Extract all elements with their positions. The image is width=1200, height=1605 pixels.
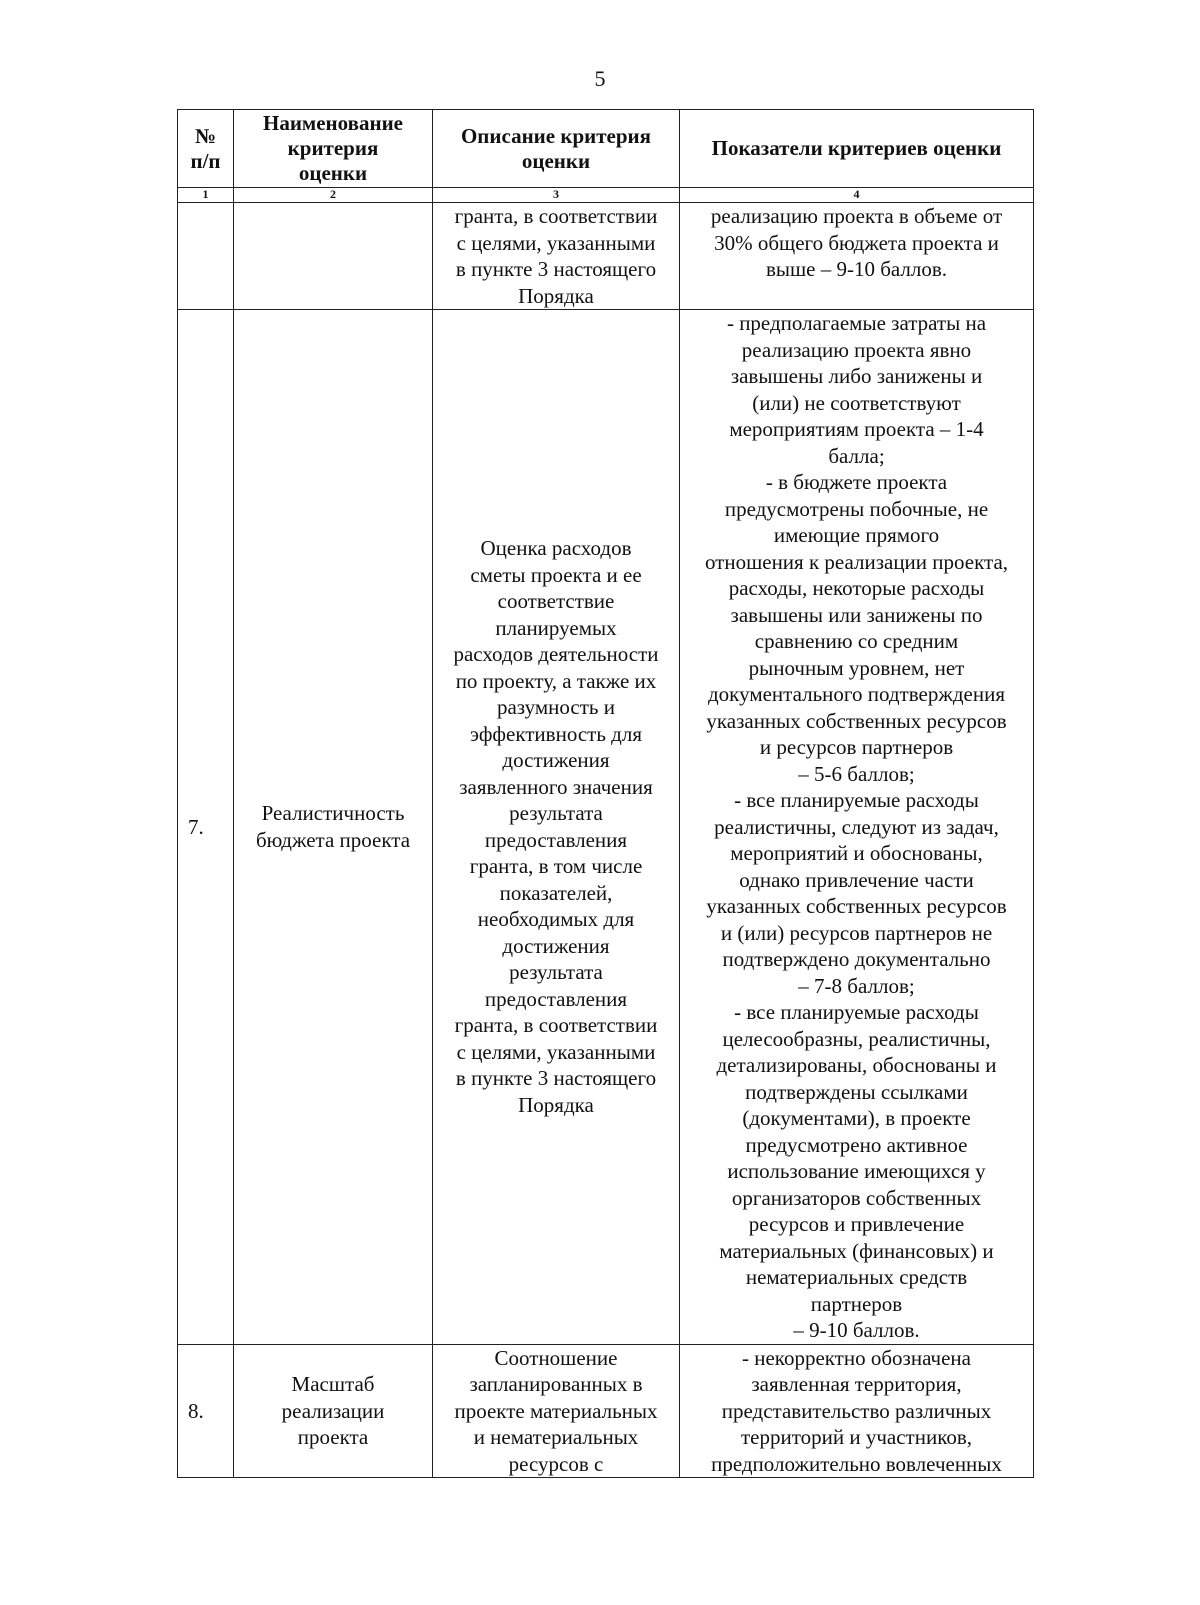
- criteria-table: [177, 109, 1034, 1478]
- text-line: результата: [509, 801, 603, 826]
- text-line: результата: [509, 960, 603, 985]
- text-line: ресурсов и привлечение: [748, 1212, 965, 1236]
- text-line: соответствие: [497, 589, 615, 614]
- row-number: [178, 203, 234, 310]
- text-line: материальных (финансовых) и: [719, 1238, 994, 1263]
- text-line: - некорректно обозначена: [742, 1345, 971, 1370]
- text-line: – 9-10 баллов.: [793, 1318, 920, 1342]
- header-number: № п/п: [178, 110, 234, 188]
- text-line: отношения к реализации проекта,: [704, 549, 1009, 574]
- text-line: мероприятиям проекта – 1-4: [729, 417, 984, 441]
- text-line: целесообразны, реалистичны,: [722, 1026, 991, 1051]
- text-line: Реалистичность: [261, 801, 405, 826]
- text-line: разумность и: [496, 695, 615, 720]
- text-line: выше – 9-10 баллов.: [765, 257, 948, 281]
- text-line: гранта, в соответствии: [454, 1013, 658, 1038]
- criterion-name: [234, 1344, 433, 1478]
- text-line: расходы, некоторые расходы: [728, 576, 985, 600]
- page-number: 5: [594, 66, 606, 91]
- text-line: предположительно вовлеченных: [711, 1451, 1002, 1476]
- text-line: заявленная территория,: [751, 1372, 962, 1396]
- text-line: реализацию проекта явно: [741, 337, 972, 362]
- text-line: ресурсов с: [508, 1451, 604, 1476]
- text-line: документального подтверждения: [708, 682, 1005, 706]
- column-index: 4: [680, 188, 1034, 203]
- column-index-row: [178, 188, 1034, 203]
- criterion-name: [234, 203, 433, 310]
- text-line: гранта, в том числе: [469, 854, 643, 879]
- column-index: 3: [433, 188, 680, 203]
- text-line: достижения: [502, 933, 610, 958]
- text-line: Оценка расходов: [480, 536, 632, 561]
- text-line: указанных собственных ресурсов: [706, 894, 1007, 918]
- criterion-name: [234, 310, 433, 1345]
- text-line: 30% общего бюджета проекта и: [714, 230, 999, 255]
- criterion-description: [433, 310, 680, 1345]
- column-index: 1: [178, 188, 234, 203]
- text-line: (документами), в проекте: [742, 1106, 971, 1130]
- text-line: - все планируемые расходы: [734, 788, 979, 812]
- text-line: балла;: [828, 443, 885, 468]
- text-line: – 5-6 баллов;: [798, 761, 915, 786]
- table-row: [178, 1344, 1034, 1478]
- header-criterion-description: Описание критерия оценки: [433, 110, 680, 188]
- table-row: [178, 203, 1034, 310]
- text-line: в пункте 3 настоящего: [455, 1066, 657, 1091]
- table-row: [178, 310, 1034, 1345]
- text-line: с целями, указанными: [456, 230, 656, 255]
- text-line: предоставления: [484, 827, 628, 852]
- text-line: реализацию проекта в объеме от: [710, 204, 1003, 228]
- text-line: предусмотрены побочные, не: [724, 496, 989, 521]
- row-number: 8.: [178, 1344, 234, 1478]
- text-line: нематериальных средств: [745, 1265, 968, 1289]
- text-line: предоставления: [484, 986, 628, 1011]
- text-line: - все планируемые расходы: [734, 1000, 979, 1024]
- text-line: мероприятий и обоснованы,: [730, 841, 983, 865]
- text-line: проекта: [297, 1425, 369, 1449]
- text-line: завышены либо занижены и: [730, 364, 983, 388]
- text-line: подтверждено документально: [722, 947, 991, 971]
- text-line: Соотношение: [494, 1345, 618, 1370]
- text-line: - предполагаемые затраты на: [726, 311, 987, 335]
- text-line: (или) не соответствуют: [752, 390, 961, 415]
- text-line: подтверждены ссылками: [745, 1079, 968, 1104]
- header-criterion-indicators: Показатели критериев оценки: [680, 110, 1034, 188]
- text-line: и ресурсов партнеров: [759, 735, 954, 759]
- text-line: показателей,: [499, 880, 613, 905]
- row-number: 7.: [178, 310, 234, 1345]
- table-header-row: [178, 110, 1034, 188]
- text-line: и нематериальных: [473, 1425, 639, 1449]
- criterion-description: [433, 203, 680, 310]
- text-line: и (или) ресурсов партнеров не: [720, 920, 993, 945]
- text-line: рыночным уровнем, нет: [748, 655, 965, 680]
- text-line: расходов деятельности: [453, 642, 659, 667]
- text-line: в пункте 3 настоящего: [455, 257, 657, 281]
- text-line: организаторов собственных: [731, 1185, 982, 1210]
- text-line: Порядка: [518, 1092, 594, 1117]
- text-line: - в бюджете проекта: [765, 470, 948, 494]
- header-criterion-name: Наименование критерия оценки: [234, 110, 433, 188]
- text-line: бюджета проекта: [255, 827, 411, 852]
- text-line: реализации: [281, 1398, 385, 1423]
- column-index: 2: [234, 188, 433, 203]
- text-line: реалистичны, следуют из задач,: [714, 814, 999, 839]
- text-line: эффективность для: [470, 721, 642, 746]
- text-line: сметы проекта и ее: [470, 562, 642, 587]
- criterion-indicators: [680, 203, 1034, 310]
- text-line: сравнению со средним: [754, 629, 959, 653]
- text-line: по проекту, а также их: [455, 668, 657, 693]
- text-line: Масштаб: [291, 1372, 375, 1396]
- text-line: предусмотрено активное: [745, 1132, 968, 1157]
- text-line: детализированы, обоснованы и: [716, 1053, 997, 1077]
- text-line: заявленного значения: [459, 774, 653, 799]
- text-line: с целями, указанными: [456, 1039, 656, 1064]
- text-line: указанных собственных ресурсов: [706, 708, 1007, 733]
- text-line: имеющие прямого: [773, 523, 940, 547]
- criterion-description: [433, 1344, 680, 1478]
- criterion-indicators: [680, 310, 1034, 1345]
- text-line: завышены или занижены по: [730, 602, 983, 627]
- text-line: планируемых: [495, 615, 617, 640]
- text-line: – 7-8 баллов;: [798, 973, 915, 998]
- text-line: использование имеющихся у: [727, 1159, 986, 1183]
- text-line: Порядка: [518, 283, 594, 308]
- text-line: необходимых для: [477, 907, 635, 932]
- text-line: территорий и участников,: [740, 1425, 972, 1449]
- text-line: гранта, в соответствии: [454, 204, 658, 228]
- text-line: представительство различных: [721, 1398, 992, 1423]
- text-line: проекте материальных: [454, 1398, 658, 1423]
- text-line: партнеров: [810, 1291, 903, 1316]
- text-line: достижения: [502, 748, 610, 773]
- text-line: запланированных в: [469, 1372, 643, 1396]
- criterion-indicators: [680, 1344, 1034, 1478]
- text-line: однако привлечение части: [739, 867, 974, 892]
